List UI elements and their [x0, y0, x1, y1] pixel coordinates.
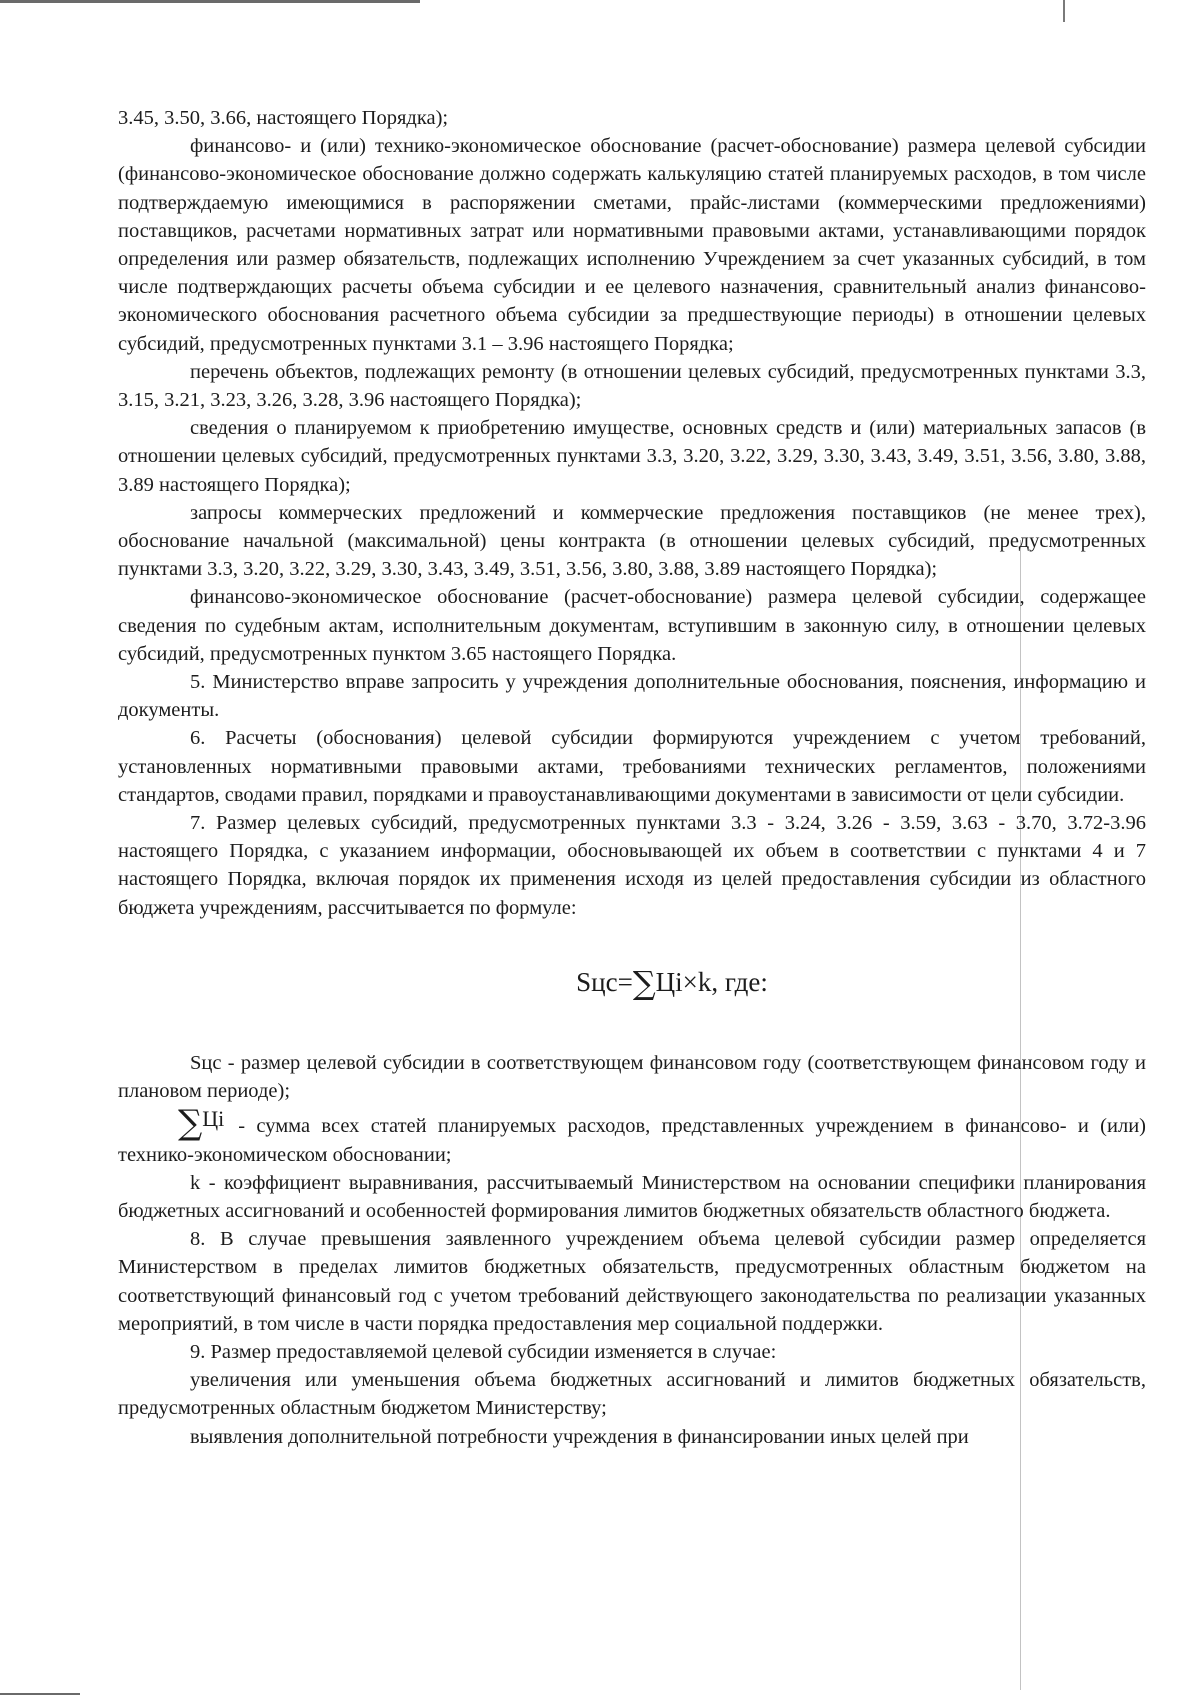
scan-artifact-bottom-line	[0, 1693, 80, 1695]
paragraph-item-5: 5. Министерство вправе запросить у учреждения дополнительные обоснования, пояснения, информацию и документы.	[118, 671, 1146, 722]
scan-artifact-top-line	[0, 0, 420, 3]
scan-artifact-top-mark	[1063, 0, 1065, 22]
paragraph-repair-objects: перечень объектов, подлежащих ремонту (в отношении целевых субсидий, предусмотренных пунктами 3.3, 3.15, 3.21, 3.23, 3.26, 3.28, 3.96 настоящего Порядка);	[118, 360, 1146, 412]
paragraph-item-8: 8. В случае превышения заявленного учреждением объема целевой субсидии размер определяется Министерством в пределах лимитов бюджетных обязательств, предусмотренных областным бюджетом на соответствующий финансовый год с учетом требований действующего законодательства по реализации указанных мероприятий, в том числе в части порядка предоставления мер социальной поддержки.	[118, 1228, 1146, 1335]
subsidy-formula	[118, 962, 1146, 1003]
sigma-symbol: ∑	[632, 963, 656, 1002]
paragraph-property-info: сведения о планируемом к приобретению имуществе, основных средств и (или) материальных запасов (в отношении целевых субсидий, предусмотренных пунктами 3.3, 3.20, 3.22, 3.29, 3.30, 3.43, 3.49, 3.51, 3.56, 3.80, 3.88, 3.89 настоящего Порядка);	[118, 417, 1146, 496]
paragraph-court-acts: финансово-экономическое обоснование (расчет-обоснование) размера целевой субсидии, содержащее сведения по судебным актам, исполнительным документам, вступившим в законную силу, в отношении целевых субсидий, предусмотренных пунктом 3.65 настоящего Порядка.	[118, 586, 1146, 665]
sigma-subscript: Цi	[202, 1106, 225, 1132]
paragraph-item-9-case-2: выявления дополнительной потребности учреждения в финансировании иных целей при	[190, 1425, 969, 1448]
formula-left: Sцс=	[576, 966, 633, 997]
definition-sum-text: - сумма всех статей планируемых расходов, представленных учреждением в финансово- и (или) технико-экономическом обосновании;	[118, 1115, 1146, 1166]
formula-right: Цi×k, где:	[655, 966, 768, 997]
definition-sc: Sцс - размер целевой субсидии в соответствующем финансовом году (соответствующем финансовом году и плановом периоде);	[118, 1051, 1146, 1103]
paragraph-commercial-offers: запросы коммерческих предложений и коммерческие предложения поставщиков (не менее трех), обоснование начальной (максимальной) цены контракта (в отношении целевых субсидий, предусмотренных пунктами 3.3, 3.20, 3.22, 3.29, 3.30, 3.43, 3.49, 3.51, 3.56, 3.80, 3.88, 3.89 настоящего Порядка);	[118, 501, 1146, 581]
paragraph-item-9-case-1: увеличения или уменьшения объема бюджетных ассигнований и лимитов бюджетных обязательств, предусмотренных областным бюджетом Министерству;	[118, 1369, 1146, 1420]
document-body	[118, 104, 1146, 1451]
paragraph-item-6: 6. Расчеты (обоснования) целевой субсидии формируются учреждением с учетом требований, установленных нормативными правовыми актами, требованиями технических регламентов, положениями стандартов, сводами правил, порядками и правоустанавливающими документами в зависимости от цели субсидии.	[118, 727, 1146, 806]
paragraph-item-9: 9. Размер предоставляемой целевой субсидии изменяется в случае:	[190, 1340, 777, 1363]
definition-sum	[118, 1105, 1146, 1168]
paragraph-item-7: 7. Размер целевых субсидий, предусмотренных пунктами 3.3 - 3.24, 3.26 - 3.59, 3.63 - 3.70, 3.72-3.96 настоящего Порядка, с указанием информации, обосновывающей их объем в соответствии с пунктами 4 и 7 настоящего Порядка, включая порядок их применения исходя из целей предоставления субсидии из областного бюджета учреждениям, рассчитывается по формуле:	[118, 812, 1146, 919]
definition-k: k - коэффициент выравнивания, рассчитываемый Министерством на основании специфики планирования бюджетных ассигнований и особенностей формирования лимитов бюджетных обязательств областного бюджета.	[118, 1171, 1146, 1222]
sigma-symbol-inline: ∑	[178, 1103, 203, 1144]
paragraph-feasibility-study: финансово- и (или) технико-экономическое обоснование (расчет-обоснование) размера целевой субсидии (финансово-экономическое обоснование должно содержать калькуляцию статей планируемых расходов, в том числе подтверждаемую имеющимися в распоряжении сметами, прайс-листами (коммерческими предложениями) поставщиков, расчетами нормативных затрат или нормативными правовыми актами, устанавливающими порядок определения или размер обязательств, подлежащих исполнению Учреждением за счет указанных субсидий, в том числе подтверждающих расчеты объема субсидии и ее целевого назначения, сравнительный анализ финансово-экономического обоснования расчетного объема субсидии за предшествующие периоды) в отношении целевых субсидий, предусмотренных пунктами 3.1 – 3.96 настоящего Порядка;	[118, 135, 1146, 355]
paragraph-continuation: 3.45, 3.50, 3.66, настоящего Порядка);	[118, 107, 449, 129]
